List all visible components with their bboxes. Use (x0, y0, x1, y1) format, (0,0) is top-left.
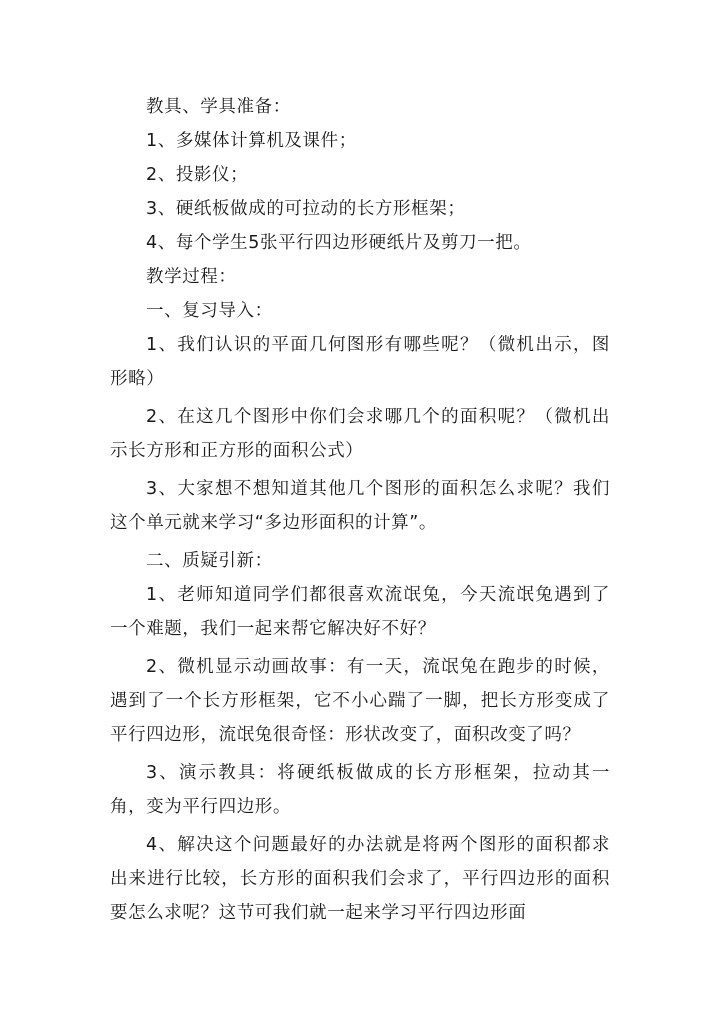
paragraph: 2、微机显示动画故事：有一天，流氓兔在跑步的时候，遇到了一个长方形框架，它不小心踹了一脚，把长方形变成了平行四边形，流氓兔很奇怪：形状改变了，面积改变了吗？ (110, 657, 610, 745)
document-body (110, 90, 610, 930)
list-item: 1、多媒体计算机及课件； (146, 131, 357, 151)
paragraph: 4、解决这个问题最好的办法就是将两个图形的面积都求出来进行比较，长方形的面积我们会求了，平行四边形的面积要怎么求呢？这节可我们就一起来学习平行四边形面 (110, 835, 610, 923)
heading-teaching-aids: 教具、学具准备： (146, 97, 291, 117)
paragraph: 1、老师知道同学们都很喜欢流氓兔，今天流氓兔遇到了一个难题，我们一起来帮它解决好不好？ (110, 585, 610, 639)
paragraph: 3、大家想不想知道其他几个图形的面积怎么求呢？我们这个单元就来学习“多边形面积的计算”。 (110, 479, 610, 533)
paragraph: 2、在这几个图形中你们会求哪几个的面积呢？（微机出示长方形和正方形的面积公式） (110, 407, 610, 461)
heading-teaching-process: 教学过程： (146, 267, 237, 287)
paragraph: 3、演示教具：将硬纸板做成的长方形框架，拉动其一角，变为平行四边形。 (110, 763, 610, 817)
list-item: 2、投影仪； (146, 165, 249, 185)
list-item: 3、硬纸板做成的可拉动的长方形框架； (146, 199, 466, 219)
section-heading-review: 一、复习导入： (146, 301, 273, 321)
list-item: 4、每个学生5张平行四边形硬纸片及剪刀一把。 (146, 233, 532, 253)
section-heading-questioning: 二、质疑引新： (146, 551, 273, 571)
paragraph: 1、我们认识的平面几何图形有哪些呢？（微机出示，图形略） (110, 335, 610, 389)
